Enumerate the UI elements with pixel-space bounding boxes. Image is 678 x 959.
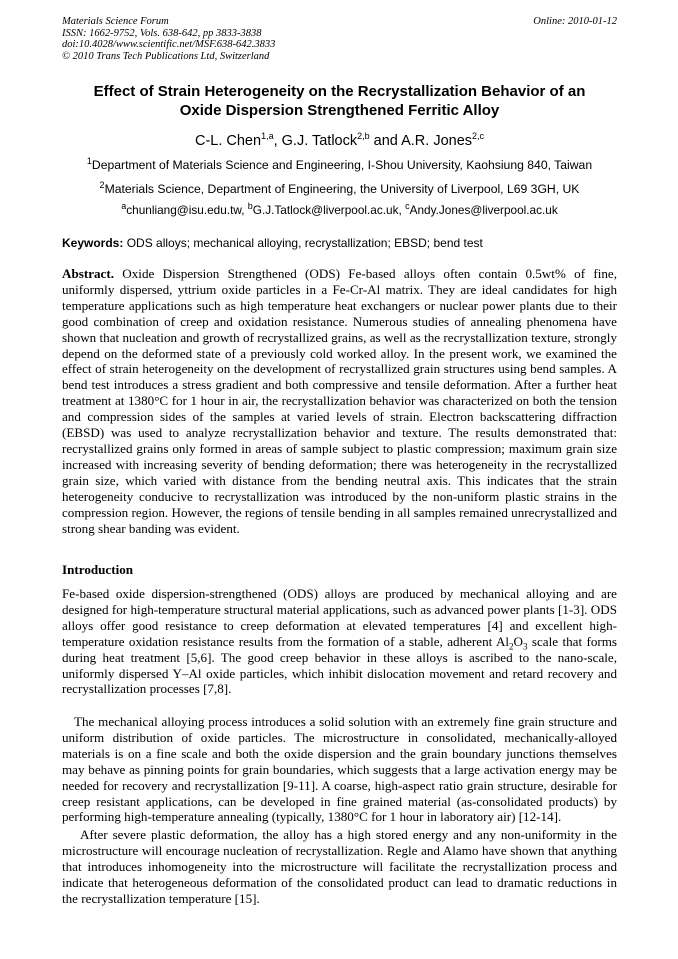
journal-header — [62, 16, 617, 62]
email-c[interactable]: Andy.Jones@liverpool.ac.uk — [409, 203, 558, 217]
author-2: G.J. Tatlock — [281, 133, 358, 149]
affiliation-2 — [62, 179, 617, 197]
abstract-label: Abstract. — [62, 266, 114, 281]
subscript-2: 2 — [509, 641, 514, 652]
intro-paragraph-1 — [62, 586, 617, 697]
abstract-text: Oxide Dispersion Strengthened (ODS) Fe-based alloys often contain 0.5wt% of fine, uniformly dispersed, yttrium oxide particles in a Fe-Cr-Al matrix. They are ideal candidates for high temperature applications such as high temperature heat exchangers or nuclear power plants due to their good combination of creep and oxidation resistance. Numerous studies of annealing phenomena have shown that nucleation and growth of recrystallized grains, as well as the recrystallization texture, strongly depend on the deformed state of a previously cold worked alloy. In the present work, we examined the effect of strain heterogeneity on the development of recrystallized grain structures using bend samples. A bend test introduces a stress gradient and both compressive and tensile deformation. After a further heat treatment at 1380°C for 1 hour in air, the recrystallization behavior was characterized on both the tension and compression sides of the samples at varied levels of strain. Electron backscattering diffraction (EBSD) was used to analyze recrystallization behavior and texture. The results demonstrated that: recrystallized grains only formed in areas of sample subject to plastic compression; maximum grain size increased with increasing severity of bending deformation; there was heterogeneity in the recrystallized grain size, which varied with distance from the bending neutral axis. This indicates that the strain heterogeneity conducive to recrystallization was introduced by the non-uniform plastic strains in the compression region. However, the regions of tensile bending in all samples remained unrecrystallized and strong shear banding was evident. — [62, 266, 617, 536]
author-3-marker: 2,c — [472, 131, 485, 142]
author-3: A.R. Jones — [401, 133, 473, 149]
email-b-marker: b — [247, 201, 253, 212]
doi-line: doi:10.4028/www.scientific.net/MSF.638-642.3833 — [62, 39, 276, 50]
author-2-marker: 2,b — [357, 131, 370, 142]
affiliation-2-text: Materials Science, Department of Engineering, the University of Liverpool, L69 3GH, UK — [104, 182, 580, 196]
author-1: C-L. Chen — [194, 133, 262, 149]
author-list — [62, 132, 617, 150]
affiliation-1-marker: 1 — [86, 155, 92, 166]
author-separator: and — [369, 133, 402, 149]
email-a[interactable]: chunliang@isu.edu.tw, — [126, 203, 248, 217]
intro-paragraph-3: After severe plastic deformation, the alloy has a high stored energy and any non-uniformity in the microstructure will encourage nucleation of recrystallization. Regle and Alamo have shown that anything that introduces inhomogeneity into the microstructure will facilitate the recrystallization process and indicate that heterogeneous deformation of the consolidated product can lead to dramatic reductions in the recrystallization temperature [15]. — [62, 827, 617, 906]
paper-title — [62, 82, 617, 120]
author-1-marker: 1,a — [261, 131, 274, 142]
oxygen-symbol: O — [513, 633, 524, 649]
title-line-1: Effect of Strain Heterogeneity on the Recrystallization Behavior of an — [93, 83, 586, 100]
online-date: Online: 2010-01-12 — [533, 16, 617, 27]
keywords-text: ODS alloys; mechanical alloying, recrystallization; EBSD; bend test — [123, 236, 483, 250]
introduction-heading: Introduction — [62, 562, 134, 577]
email-b[interactable]: G.J.Tatlock@liverpool.ac.uk, — [252, 203, 406, 217]
affiliation-2-marker: 2 — [99, 179, 105, 190]
intro-p1-text-start: Fe-based oxide dispersion-strengthened (ODS) alloys are produced by mechanical alloying and are designed for high-temperature structural material applications, such as advanced power plants [1-3]. ODS alloys offer good resistance to creep deformation at elevated temperatures [4] and excellent high-temperature oxidation resistance results from the formation of a stable, adherent Al — [62, 586, 617, 649]
keywords — [62, 236, 617, 251]
email-list — [62, 203, 617, 218]
copyright-line: © 2010 Trans Tech Publications Ltd, Switzerland — [62, 50, 270, 62]
title-line-2: Oxide Dispersion Strengthened Ferritic Alloy — [179, 102, 500, 119]
issn-line: ISSN: 1662-9752, Vols. 638-642, pp 3833-3838 — [62, 27, 262, 39]
author-separator: , — [273, 133, 282, 149]
keywords-label: Keywords: — [62, 236, 124, 250]
affiliation-1-text: Department of Materials Science and Engineering, I-Shou University, Kaohsiung 840, Taiwan — [91, 158, 593, 172]
email-a-marker: a — [121, 201, 127, 212]
intro-paragraph-2: The mechanical alloying process introduces a solid solution with an extremely fine grain structure and uniform distribution of oxide particles. The microstructure in consolidated, mechanically-alloyed materials is on a fine scale and both the oxide dispersion and the grain boundary junctions themselves may behave as pinning points for grain boundaries, which suggests that a large activation energy may be needed for recovery and recrystallization [9-11]. A coarse, high-aspect ratio grain structure, desirable for creep resistant applications, can be developed in fine grained material (as-consolidated products) by performing high-temperature annealing (typically, 1380°C for 1 hour in laboratory air) [12-14]. — [62, 714, 617, 825]
journal-name: Materials Science Forum — [62, 16, 169, 27]
email-c-marker: c — [405, 201, 410, 212]
intro-p1-text-end: scale that forms during heat treatment [5,6]. The good creep behavior in these alloys is ascribed to the nano-scale, uniformly dispersed Y–Al oxide particles, which inhibit dislocation movement and retard recovery and recrystallization processes [7,8]. — [62, 633, 618, 697]
abstract — [62, 266, 617, 536]
subscript-3: 3 — [523, 641, 528, 652]
affiliation-1 — [62, 155, 617, 173]
